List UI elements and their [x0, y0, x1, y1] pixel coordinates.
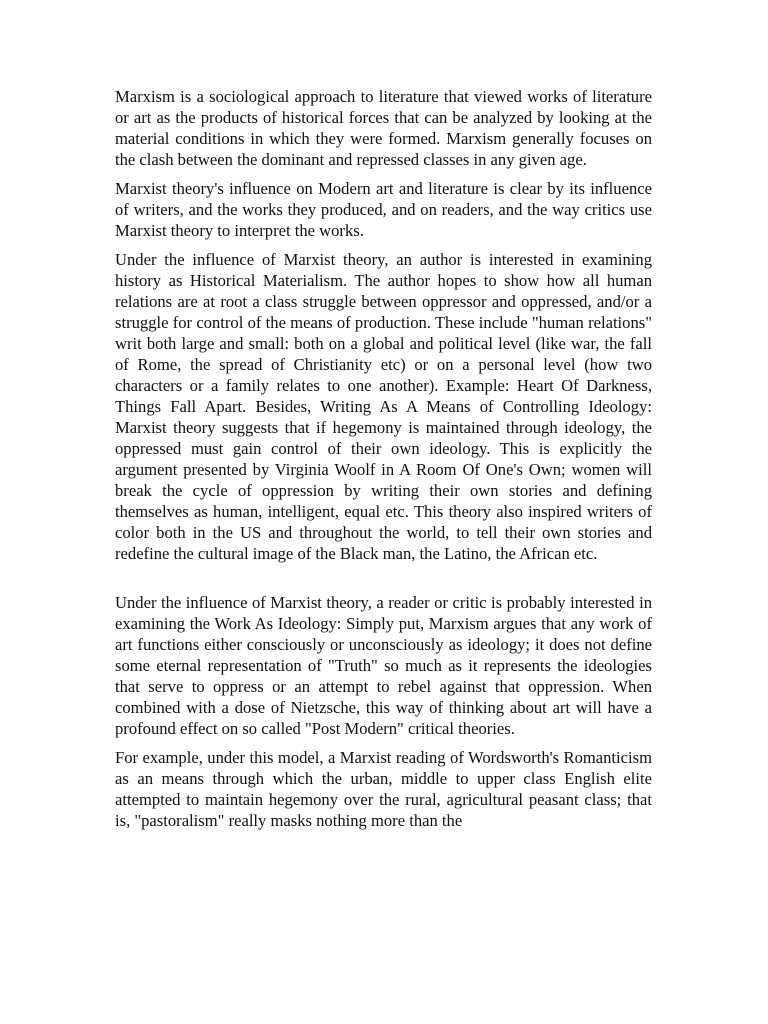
- paragraph-reader-perspective: Under the influence of Marxist theory, a reader or critic is probably interested in examining the Work As Ideology: Simply put, Marxism argues that any work of art functions either consciously or unconsciously as ideology; it does not define some eternal representation of "Truth" so much as it represents the ideologies that serve to oppress or an attempt to rebel against that oppression. When combined with a dose of Nietzsche, this way of thinking about art will have a profound effect on so called "Post Modern" critical theories.: [115, 593, 652, 738]
- paragraph-author-perspective: Under the influence of Marxist theory, an author is interested in examining history as Historical Materialism. The author hopes to show how all human relations are at root a class struggle between oppressor and oppressed, and/or a struggle for control of the means of production. These include "human relations" writ both large and small: both on a global and political level (like war, the fall of Rome, the spread of Christianity etc) or on a personal level (how two characters or a family relates to one another). Example: Heart Of Darkness, Things Fall Apart. Besides, Writing As A Means of Controlling Ideology: Marxist theory suggests that if hegemony is maintained through ideology, the oppressed must gain control of their own ideology. This is explicitly the argument presented by Virginia Woolf in A Room Of One's Own; women will break the cycle of oppression by writing their own stories and defining themselves as human, intelligent, equal etc. This theory also inspired writers of color both in the US and throughout the world, to tell their own stories and redefine the cultural image of the Black man, the Latino, the African etc.: [115, 250, 652, 563]
- paragraph-modern-influence: Marxist theory's influence on Modern art and literature is clear by its influence of writers, and the works they produced, and on readers, and the way critics use Marxist theory to interpret the works.: [115, 179, 652, 240]
- paragraph-wordsworth-example: For example, under this model, a Marxist reading of Wordsworth's Romanticism as an means through which the urban, middle to upper class English elite attempted to maintain hegemony over the rural, agricultural peasant class; that is, "pastoralism" really masks nothing more than the: [115, 748, 652, 830]
- paragraph-marxism-definition: Marxism is a sociological approach to literature that viewed works of literature or art as the products of historical forces that can be analyzed by looking at the material conditions in which they were formed. Marxism generally focuses on the clash between the dominant and repressed classes in any given age.: [115, 87, 652, 169]
- document-body: [115, 86, 652, 831]
